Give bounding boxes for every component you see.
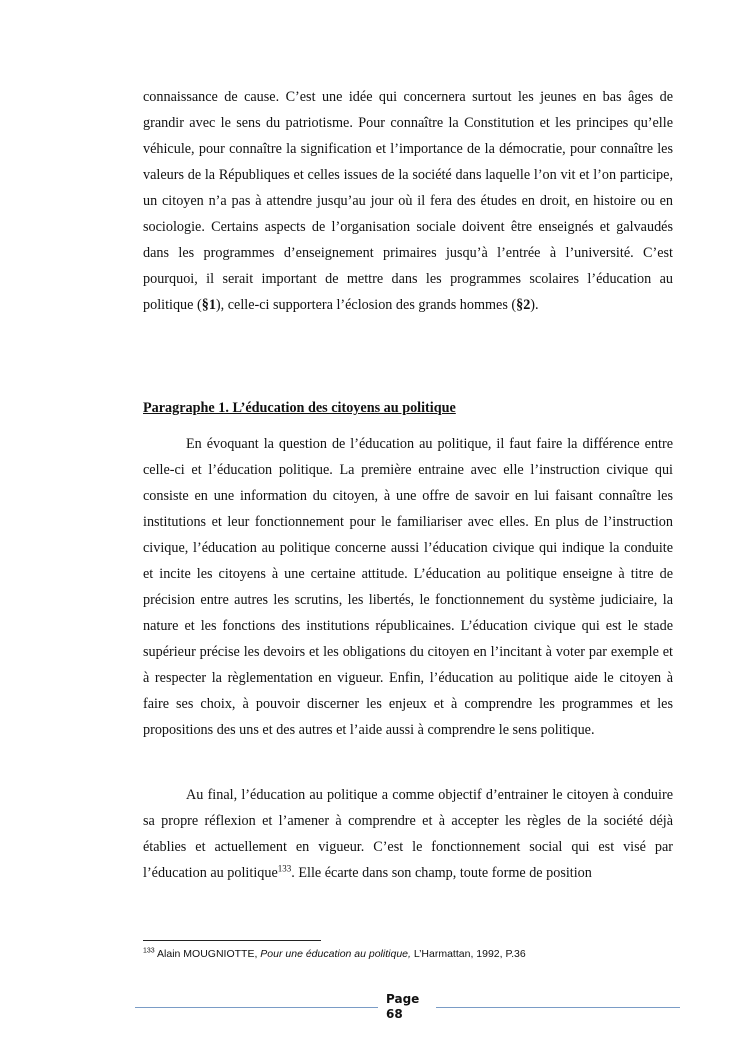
paragraph-2-text: Au final, l’éducation au politique a comme objectif d’entrainer le citoyen à conduire sa propre réflexion et l’amener à comprendre et à accepter les règles de la société déjà établies et actuellement en vigueur. C’est le fonctionnement social qui est visé par l’éducation au politique (143, 787, 673, 881)
footnote (143, 946, 703, 962)
footer-rule-right (436, 1007, 680, 1008)
body-paragraph-2 (143, 782, 673, 886)
footer-rule-left (135, 1007, 378, 1008)
footnote-title: Pour une éducation au politique, (260, 948, 411, 960)
page-number (386, 992, 430, 1022)
footnote-author: Alain MOUGNIOTTE, (154, 948, 261, 960)
page-word: Page (386, 992, 420, 1006)
body-paragraph-1 (143, 431, 673, 743)
intro-paragraph (143, 84, 673, 318)
footnote-reference[interactable]: 133 (277, 863, 292, 874)
footnote-publisher: L’Harmattan, 1992, P.36 (410, 948, 526, 960)
paragraph-2-text-end: . Elle écarte dans son champ, toute forme de position (291, 865, 592, 881)
intro-text-3: ). (530, 297, 539, 313)
section-ref-2: §2 (516, 297, 531, 313)
footnote-separator (143, 940, 321, 941)
section-heading: Paragraphe 1. L’éducation des citoyens au politique (143, 400, 456, 416)
section-ref-1: §1 (201, 297, 216, 313)
paragraph-1-text: En évoquant la question de l’éducation au politique, il faut faire la différence entre celle-ci et l’éducation politique. La première entraine avec elle l’instruction civique qui consiste en une information du citoyen, à une offre de savoir en lui faisant connaître les institutions et leur fonctionnement pour le familiariser avec elles. En plus de l’instruction civique, l’éducation au politique concerne aussi l’éducation civique qui indique la conduite et incite les citoyens à une certaine attitude. L’éducation au politique enseigne à titre de précision entre autres les scrutins, les libertés, le fonctionnement du système judiciaire, la nature et les fonctions des institutions républicaines. L’éducation civique qui est le stade supérieur précise les devoirs et les obligations du citoyen en l’incitant à voter par exemple et à respecter la règlementation en vigueur. Enfin, l’éducation au politique aide le citoyen à faire ses choix, à pouvoir discerner les enjeux et à comprendre les programmes et les propositions des uns et des autres et l’aide aussi à comprendre le sens politique. (143, 436, 673, 738)
intro-text-1: connaissance de cause. C’est une idée qui concernera surtout les jeunes en bas âges de grandir avec le sens du patriotisme. Pour connaître la Constitution et les principes qu’elle véhicule, pour connaître la signification et l’importance de la démocratie, pour connaître les valeurs de la Républiques et celles issues de la société dans laquelle l’on vit et l’on participe, un citoyen n’a pas à attendre jusqu’au jour où il fera des études en droit, en histoire ou en sociologie. Certains aspects de l’organisation sociale doivent être enseignés et galvaudés dans les programmes d’enseignement primaires jusqu’à l’entrée à l’université. C’est pourquoi, il serait important de mettre dans les programmes scolaires l’éducation au politique ( (143, 89, 673, 313)
intro-text-2: ), celle-ci supportera l’éclosion des grands hommes ( (215, 297, 517, 313)
footnote-number: 133 (143, 947, 155, 955)
page-number-value: 68 (386, 1007, 403, 1021)
